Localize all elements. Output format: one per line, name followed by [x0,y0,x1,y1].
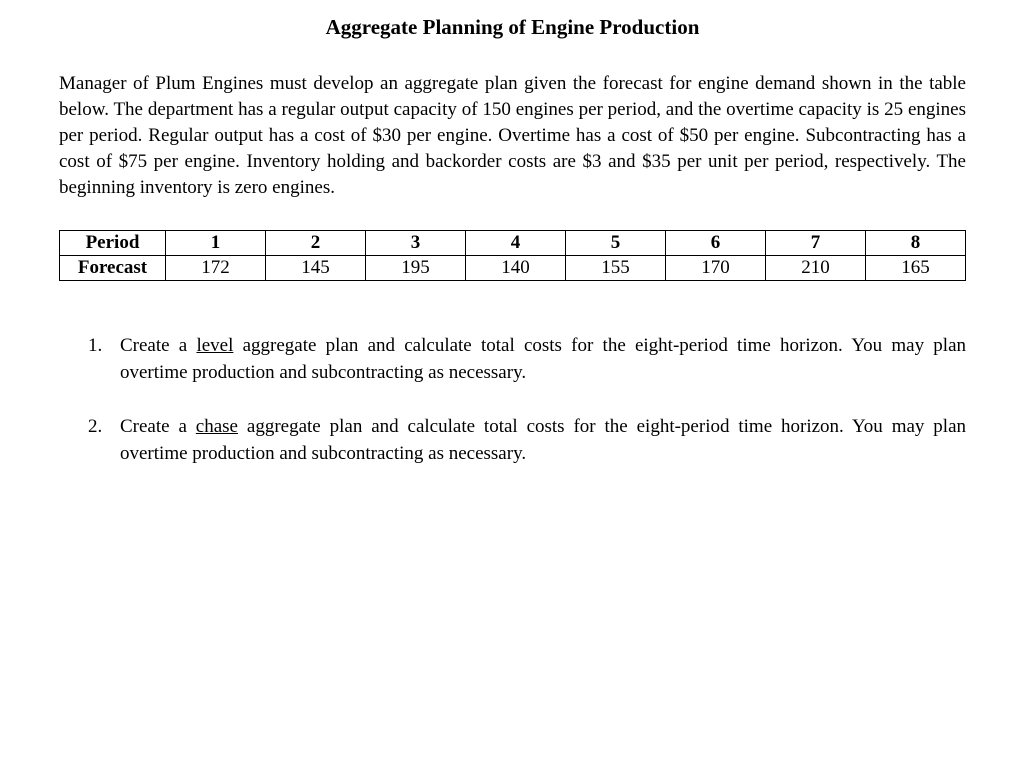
table-cell-forecast: 155 [566,256,666,281]
table-header-cell: 7 [766,231,866,256]
task-number: 1. [88,335,103,356]
table-header-cell: 6 [666,231,766,256]
task-text [120,332,966,386]
table-cell-forecast: 140 [466,256,566,281]
table-cell-forecast: 165 [866,256,966,281]
task-item-1 [88,332,966,386]
table-header-cell: 2 [266,231,366,256]
table-cell-forecast: 145 [266,256,366,281]
table-row-period [60,231,966,256]
task-text-suffix: aggregate plan and calculate total costs for the eight-period time horizon. You may plan overtime production and subcontracting as necessary. [120,335,967,383]
table-cell-forecast: 195 [366,256,466,281]
table-cell-forecast: 172 [166,256,266,281]
task-list [59,332,966,467]
table-header-cell: 8 [866,231,966,256]
table-header-period: Period [60,231,166,256]
table-cell-forecast: 170 [666,256,766,281]
task-text-suffix: aggregate plan and calculate total costs for the eight-period time horizon. You may plan overtime production and subcontracting as necessary. [120,416,967,464]
task-underlined-word: chase [195,416,238,437]
task-text-prefix: Create a [120,416,196,437]
task-item-2 [88,413,966,467]
task-number: 2. [88,416,103,437]
page-title: Aggregate Planning of Engine Production [325,15,700,39]
table-header-cell: 5 [566,231,666,256]
table-header-forecast: Forecast [60,256,166,281]
table-header-cell: 4 [466,231,566,256]
task-text-prefix: Create a [120,335,197,356]
task-text [120,413,966,467]
table-cell-forecast: 210 [766,256,866,281]
forecast-table [59,230,966,281]
table-row-forecast [60,256,966,281]
intro-paragraph: Manager of Plum Engines must develop an aggregate plan given the forecast for engine demand shown in the table below. The department has a regular output capacity of 150 engines per period, and the overtime capacity is 25 engines per period. Regular output has a cost of $30 per engine. Overtime has a cost of $50 per engine. Subcontracting has a cost of $75 per engine. Inventory holding and backorder costs are $3 and $35 per unit per period, respectively. The beginning inventory is zero engines. [59,73,966,198]
table-header-cell: 3 [366,231,466,256]
task-underlined-word: level [196,335,234,356]
table-header-cell: 1 [166,231,266,256]
